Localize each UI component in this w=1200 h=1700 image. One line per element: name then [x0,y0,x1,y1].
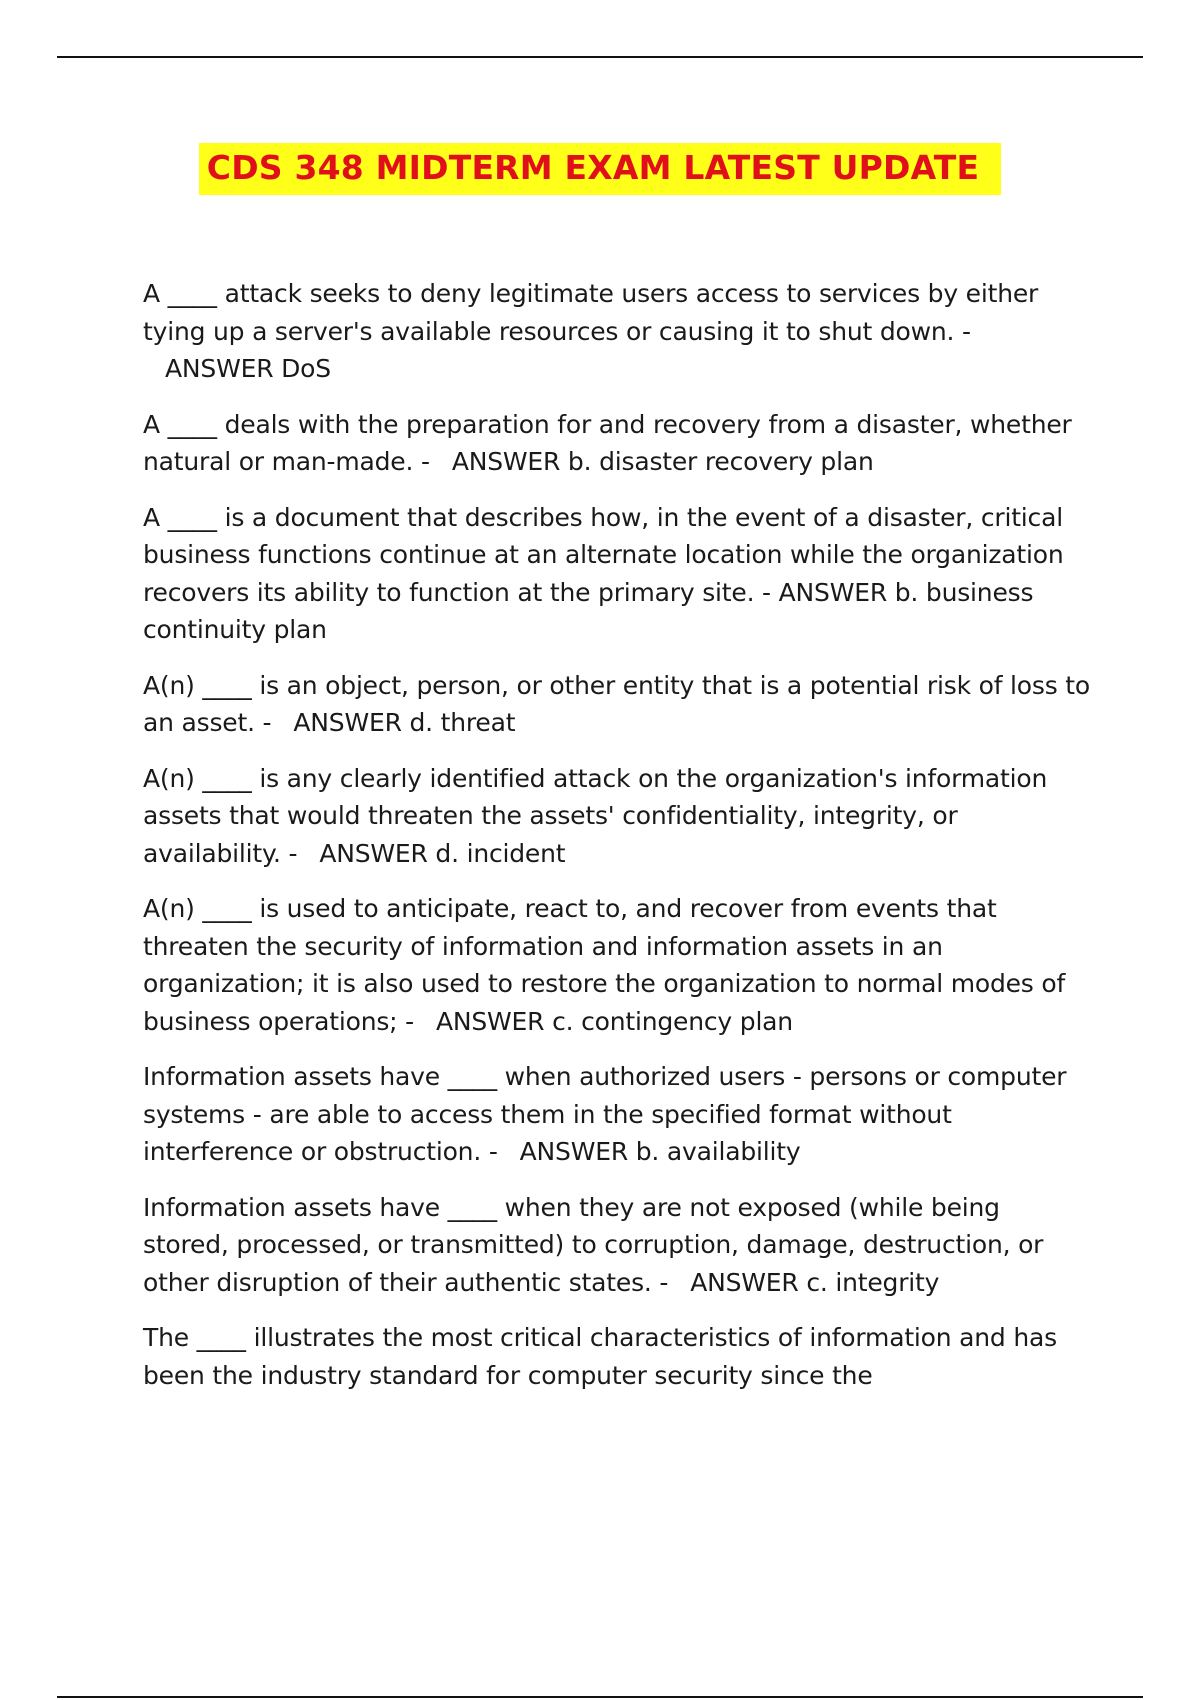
title-container [0,143,1200,195]
qa-answer: ANSWER DoS [165,354,331,383]
qa-item [143,275,1093,388]
page-title: CDS 348 MIDTERM EXAM LATEST UPDATE [199,143,1001,195]
top-rule [57,56,1143,58]
qa-item [143,760,1093,873]
qa-item [143,1189,1093,1302]
qa-item [143,499,1093,649]
qa-question: The ____ illustrates the most critical characteristics of information and has been the industry standard for computer security since the [143,1323,1057,1390]
bottom-rule [57,1696,1143,1698]
qa-question: A ____ attack seeks to deny legitimate users access to services by either tying up a server's available resources or causing it to shut down. - [143,279,1039,346]
qa-item [143,890,1093,1040]
qa-question: Information assets have ____ when authorized users - persons or computer systems - are able to access them in the specified format without interference or obstruction. - [143,1062,1067,1166]
qa-answer: ANSWER b. availability [519,1137,801,1166]
qa-question: A ____ deals with the preparation for and recovery from a disaster, whether natural or man-made. - [143,409,1072,476]
qa-answer: ANSWER c. integrity [690,1267,940,1297]
qa-list [143,275,1093,1412]
qa-item [143,1319,1093,1394]
qa-item [143,1058,1093,1171]
qa-answer: ANSWER d. incident [319,838,566,868]
qa-question: A(n) ____ is any clearly identified attack on the organization's information assets that would threaten the assets' confidentiality, integrity, or availability. - [143,763,1048,868]
qa-question: A(n) ____ is used to anticipate, react to, and recover from events that threaten the security of information and information assets in an organization; it is also used to restore the organization to normal modes of business operations; - [143,894,1066,1036]
qa-answer: ANSWER b. business continuity plan [143,577,1034,644]
qa-item [143,667,1093,742]
qa-question: A(n) ____ is an object, person, or other entity that is a potential risk of loss to an asset. - [143,670,1090,737]
qa-answer: ANSWER b. disaster recovery plan [451,447,874,476]
qa-item [143,406,1093,481]
qa-question: A ____ is a document that describes how, in the event of a disaster, critical business functions continue at an alternate location while the organization recovers its ability to function at the primary site. - [143,502,1064,607]
qa-answer: ANSWER c. contingency plan [435,1006,793,1036]
qa-question: Information assets have ____ when they are not exposed (while being stored, processed, or transmitted) to corruption, damage, destruction, or other disruption of their authentic states. - [143,1192,1044,1297]
qa-answer: ANSWER d. threat [293,708,516,737]
